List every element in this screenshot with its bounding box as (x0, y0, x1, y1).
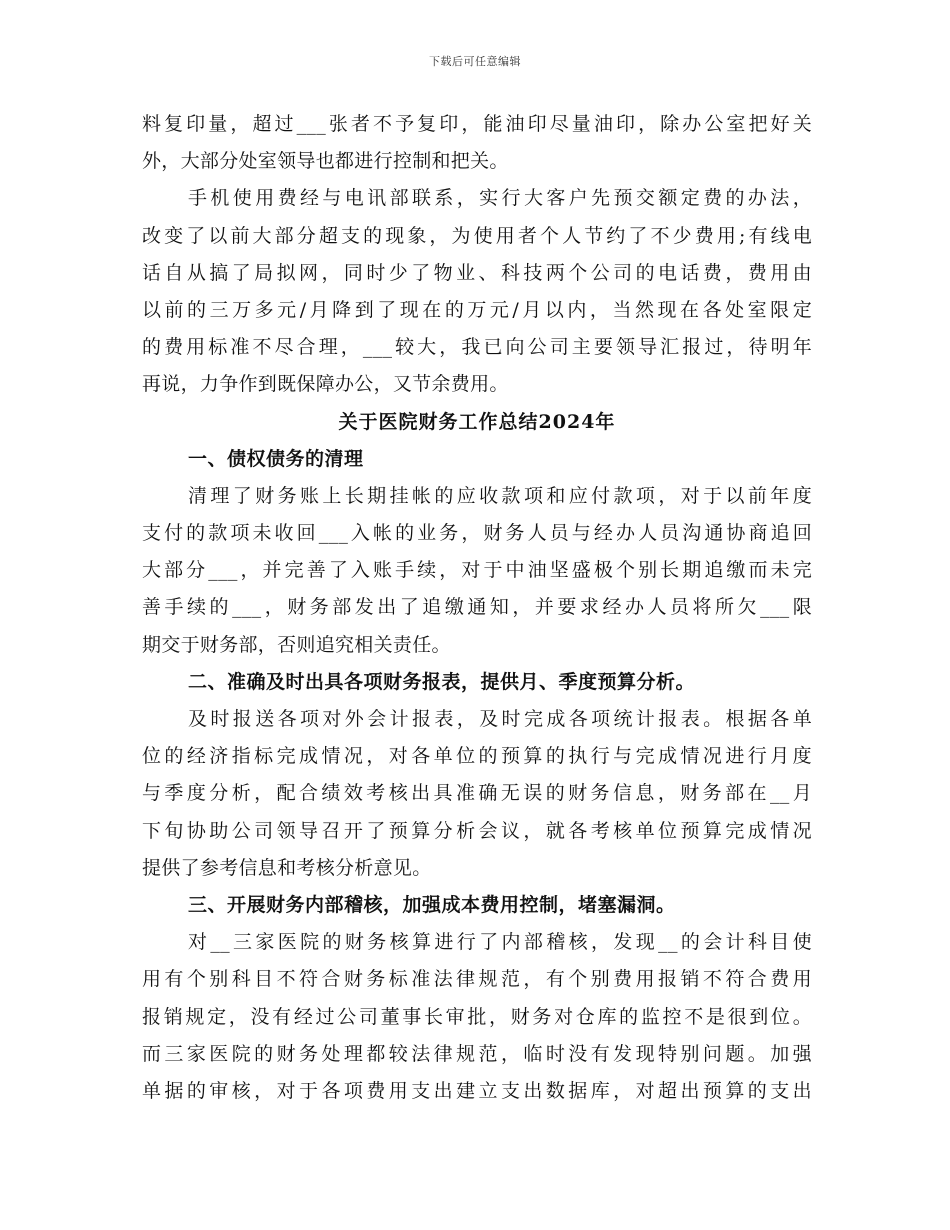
text-line: 支付的款项未收回___入帐的业务，财务人员与经办人员沟通协商追回 (142, 522, 812, 545)
text-line: 及时报送各项对外会计报表，及时完成各项统计报表。根据各单 (188, 708, 812, 730)
paragraph-financial-reports (142, 701, 812, 887)
text-line: 的费用标准不尽合理，___较大，我已向公司主要领导汇报过，待明年 (142, 336, 812, 359)
text-line: 报销规定，没有经过公司董事长审批，财务对仓库的监控不是很到位。 (142, 1005, 812, 1028)
text-line: 话自从搞了局拟网，同时少了物业、科技两个公司的电话费，费用由 (142, 261, 812, 284)
section-heading-3: 三、开展财务内部稽核，加强成本费用控制，堵塞漏洞。 (188, 893, 676, 916)
paragraph-photocopy (142, 106, 812, 180)
text-line: 外，大部分处室领导也都进行控制和把关。 (142, 150, 509, 173)
text-line: 提供了参考信息和考核分析意见。 (142, 856, 432, 879)
text-line: 位的经济指标完成情况，对各单位的预算的执行与完成情况进行月度 (142, 745, 812, 768)
text-line: 清理了财务账上长期挂帐的应收款项和应付款项，对于以前年度 (188, 484, 812, 507)
document-body (142, 106, 812, 1110)
text-line: 期交于财务部，否则追究相关责任。 (142, 633, 451, 656)
text-line: 手机使用费经与电讯部联系，实行大客户先预交额定费的办法， (188, 187, 812, 210)
text-line: 而三家医院的财务处理都较法律规范，临时没有发现特别问题。加强 (142, 1042, 812, 1065)
text-line: 料复印量，超过___张者不予复印，能油印尽量油印，除办公室把好关 (142, 113, 812, 135)
text-line: 大部分___，并完善了入账手续，对于中油坚盛极个别长期追缴而未完 (142, 559, 812, 582)
text-line: 改变了以前大部分超支的现象，为使用者个人节约了不少费用;有线电 (142, 224, 812, 247)
text-line: 对__三家医院的财务核算进行了内部稽核，发现__的会计科目使 (188, 931, 812, 954)
text-line: 用有个别科目不符合财务标准法律规范，有个别费用报销不符合费用 (142, 968, 812, 991)
paragraph-phone-fees (142, 180, 812, 403)
text-line: 与季度分析，配合绩效考核出具准确无误的财务信息，财务部在__月 (142, 782, 812, 805)
text-line: 单据的审核，对于各项费用支出建立支出数据库，对超出预算的支出 (142, 1079, 812, 1102)
page-header: 下载后可任意编辑 (429, 55, 521, 68)
paragraph-internal-audit (142, 924, 812, 1110)
text-line: 再说，力争作到既保障办公，又节余费用。 (142, 373, 509, 396)
text-line: 以前的三万多元/月降到了现在的万元/月以内，当然现在各处室限定 (142, 298, 812, 321)
document-title: 关于医院财务工作总结2024年 (338, 410, 616, 433)
section-heading-2: 二、准确及时出具各项财务报表，提供月、季度预算分析。 (188, 670, 696, 693)
text-line: 下旬协助公司领导召开了预算分析会议，就各考核单位预算完成情况 (142, 819, 812, 842)
section-heading-1: 一、债权债务的清理 (188, 447, 364, 470)
paragraph-debt-clearing (142, 478, 812, 664)
text-line: 善手续的___，财务部发出了追缴通知，并要求经办人员将所欠___限 (142, 596, 812, 619)
